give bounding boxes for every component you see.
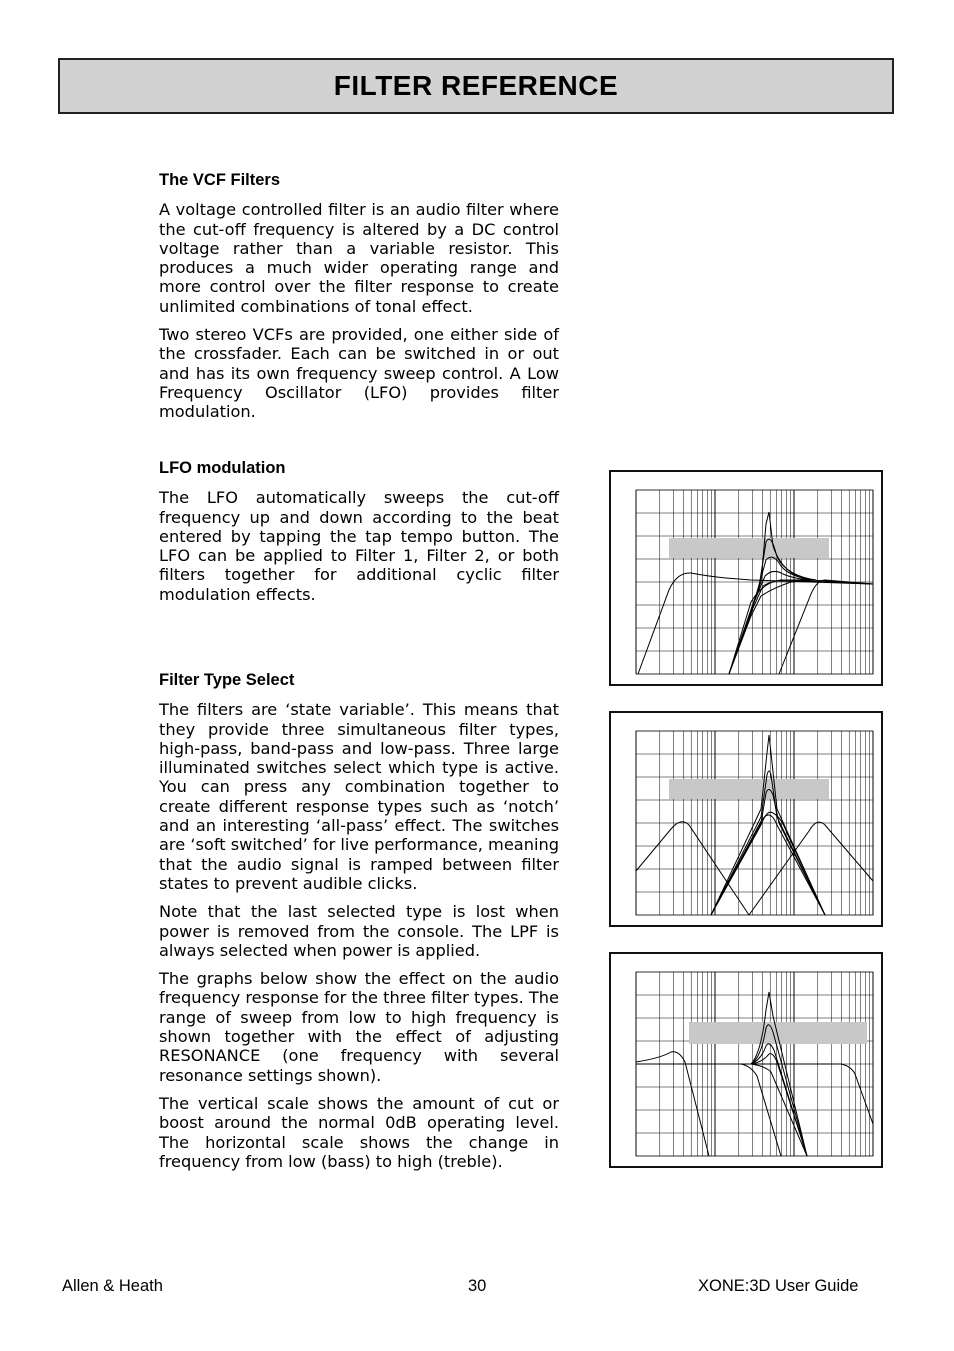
curve-bp-res-4 — [711, 812, 825, 915]
response-curves — [638, 512, 873, 674]
page-number: 30 — [468, 1277, 487, 1295]
curve-high-cutoff — [779, 580, 873, 674]
curve-resonance-1 — [729, 512, 873, 674]
paragraph: Note that the last selected type is lost when power is removed from the console. The LPF is always selected when power is applied. — [159, 902, 559, 960]
curve-resonance-5 — [729, 580, 816, 674]
section-lfo-modulation — [159, 459, 559, 613]
curve-low-cutoff — [638, 573, 871, 674]
curve-mid-cutoff — [729, 580, 873, 674]
curve-bp-high — [749, 822, 873, 915]
curve-lp-low — [636, 1052, 709, 1156]
paragraph: Two stereo VCFs are provided, one either side of the crossfader. Each can be switched in or out and has its own frequency sweep control. A Low Frequency Oscillator (LFO) provides filter modulation. — [159, 325, 559, 422]
curve-bp-res-3 — [711, 789, 825, 915]
section-heading: The VCF Filters — [159, 171, 281, 189]
section-vcf-filters — [159, 171, 559, 431]
curve-resonance-6 — [729, 580, 816, 674]
curve-resonance-2 — [729, 539, 816, 674]
paragraph: The vertical scale shows the amount of cut or boost around the normal 0dB operating level. The horizontal scale shows the change in frequency from low (bass) to high (treble). — [159, 1093, 559, 1171]
response-curves — [636, 992, 873, 1156]
graph-high-pass — [609, 470, 883, 686]
curve-bp-low — [636, 822, 749, 915]
response-plot-band-pass — [611, 713, 881, 925]
paragraph: A voltage controlled filter is an audio filter where the cut-off frequency is altered by a DC control voltage rather than a variable resistor. This produces a much wider operating range and more control over the filter response to create unlimited combinations of tonal effect. — [159, 200, 559, 316]
resonance-band — [689, 1022, 867, 1044]
resonance-band — [669, 538, 829, 558]
paragraph: The graphs below show the effect on the audio frequency response for the three filter types. The range of sweep from low to high frequency is shown together with the effect of adjusting RESONANCE (one frequency with several resonance settings shown). — [159, 969, 559, 1085]
response-curves — [636, 735, 873, 915]
response-plot-low-pass — [611, 954, 881, 1166]
curve-lp-res-4 — [636, 1054, 807, 1156]
section-heading: Filter Type Select — [159, 671, 295, 689]
graph-low-pass — [609, 952, 883, 1168]
curve-bp-mid-wide — [711, 815, 825, 915]
response-plot-high-pass — [611, 472, 881, 684]
paragraph: The LFO automatically sweeps the cut-off frequency up and down according to the beat entered by tapping the tap tempo button. The LFO can be applied to Filter 1, Filter 2, or both filters together for additional cyclic filter modulation effects. — [159, 488, 559, 604]
page-title-bar — [58, 58, 894, 114]
section-heading: LFO modulation — [159, 459, 286, 477]
resonance-band — [669, 779, 829, 799]
footer-left: Allen & Heath — [62, 1277, 163, 1295]
page-title: FILTER REFERENCE — [333, 70, 619, 101]
curve-resonance-3 — [729, 557, 816, 674]
curve-resonance-4 — [729, 571, 816, 674]
paragraph: The filters are ‘state variable’. This means that they provide three simultaneous filter types, high-pass, band-pass and low-pass. Three large illuminated switches select which type is active. You can press any combination together to create different response types such as ‘notch’ and an interesting ‘all-pass’ effect. The switches are ‘soft switched’ for live performance, meaning that the audio signal is ramped between filter states to prevent audible clicks. — [159, 700, 559, 893]
curve-lp-res-2 — [636, 1025, 807, 1156]
footer-right: XONE:3D User Guide — [698, 1277, 859, 1295]
section-filter-type-select — [159, 671, 559, 1180]
graph-band-pass — [609, 711, 883, 927]
